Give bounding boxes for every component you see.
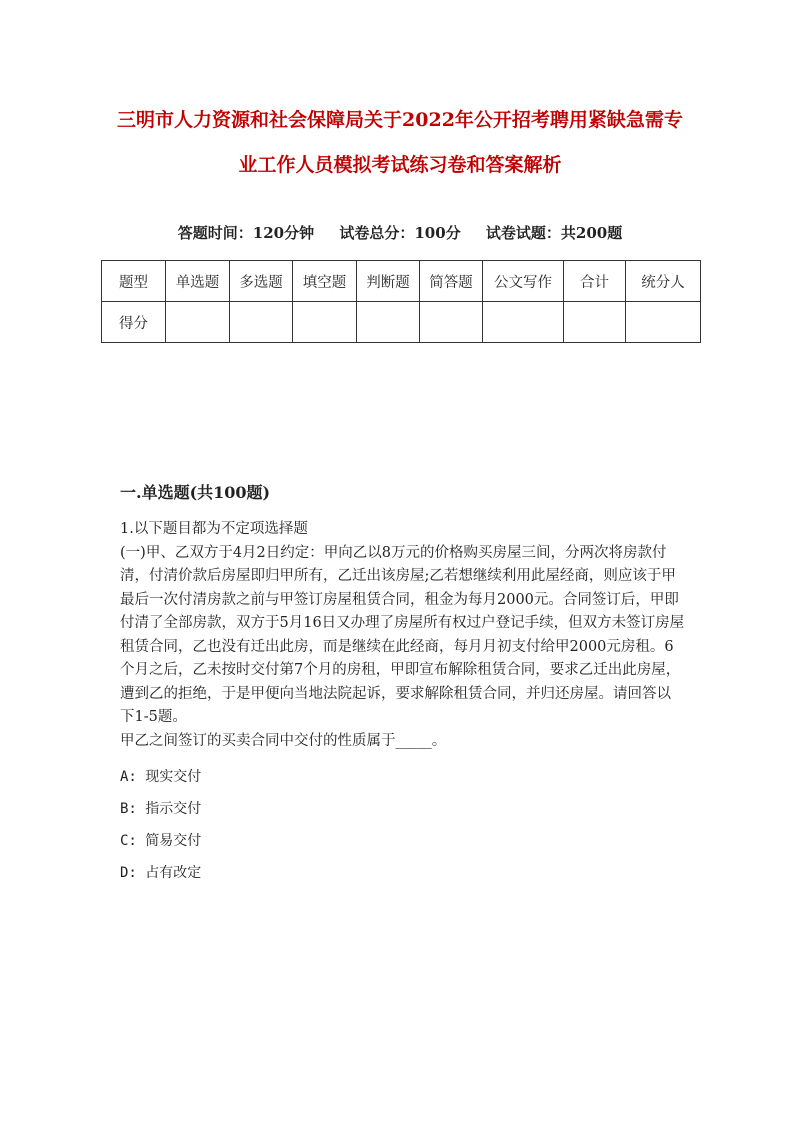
- score-cell: [626, 302, 701, 343]
- score-table-score-row: [102, 302, 701, 343]
- score-cell: [293, 302, 357, 343]
- header-cell-short-answer: 简答题: [420, 261, 483, 302]
- option-d: D: 占有改定: [120, 865, 202, 881]
- header-cell-multiple-choice: 多选题: [230, 261, 293, 302]
- question-intro: 1.以下题目都为不定项选择题: [120, 521, 308, 537]
- header-cell-scorer: 统分人: [626, 261, 701, 302]
- question-passage: (一)甲、乙双方于4月2日约定：甲向乙以8万元的价格购买房屋三间，分两次将房款付清，付清价款后房屋即归甲所有，乙迁出该房屋;乙若想继续利用此屋经商，则应该于甲最后一次付清房款之前与甲签订房屋租赁合同，租金为每月2000元。合同签订后，甲即付清了全部房款，双方于5月16日又办理了房屋所有权过户登记手续，但双方未签订房屋租赁合同，乙也没有迁出此房，而是继续在此经商，每月月初支付给甲2000元房租。6个月之后，乙未按时交付第7个月的房租，甲即宣布解除租赁合同，要求乙迁出此房屋，遭到乙的拒绝，于是甲便向当地法院起诉，要求解除租赁合同，并归还房屋。请回答以下1-5题。: [120, 544, 685, 725]
- score-table-header-row: [102, 261, 701, 302]
- answer-options: [120, 761, 685, 889]
- question-block: [120, 518, 685, 889]
- header-cell-official-writing: 公文写作: [483, 261, 564, 302]
- exam-question-count: 试卷试题：共200题: [485, 224, 623, 242]
- score-cell: [483, 302, 564, 343]
- header-cell-type: 题型: [102, 261, 166, 302]
- header-cell-true-false: 判断题: [357, 261, 420, 302]
- exam-time: 答题时间：120分钟: [177, 224, 315, 242]
- exam-total-score: 试卷总分：100分: [339, 224, 461, 242]
- header-cell-fill-blank: 填空题: [293, 261, 357, 302]
- title-line-1: 三明市人力资源和社会保障局关于2022年公开招考聘用紧缺急需专: [117, 109, 683, 131]
- option-b: B: 指示交付: [120, 801, 202, 817]
- option-a: A: 现实交付: [120, 769, 202, 785]
- score-row-label: 得分: [102, 302, 166, 343]
- score-cell: [420, 302, 483, 343]
- header-cell-single-choice: 单选题: [166, 261, 230, 302]
- exam-info: [100, 222, 700, 243]
- score-cell: [230, 302, 293, 343]
- score-cell: [357, 302, 420, 343]
- option-c: C: 简易交付: [120, 833, 202, 849]
- score-cell: [166, 302, 230, 343]
- document-title: [100, 98, 700, 188]
- score-cell: [564, 302, 626, 343]
- title-line-2: 业工作人员模拟考试练习卷和答案解析: [238, 154, 562, 176]
- score-table: [101, 260, 701, 343]
- section-heading: 一.单选题(共100题): [120, 483, 271, 502]
- question-stem: 甲乙之间签订的买卖合同中交付的性质属于_____。: [120, 732, 447, 749]
- header-cell-total: 合计: [564, 261, 626, 302]
